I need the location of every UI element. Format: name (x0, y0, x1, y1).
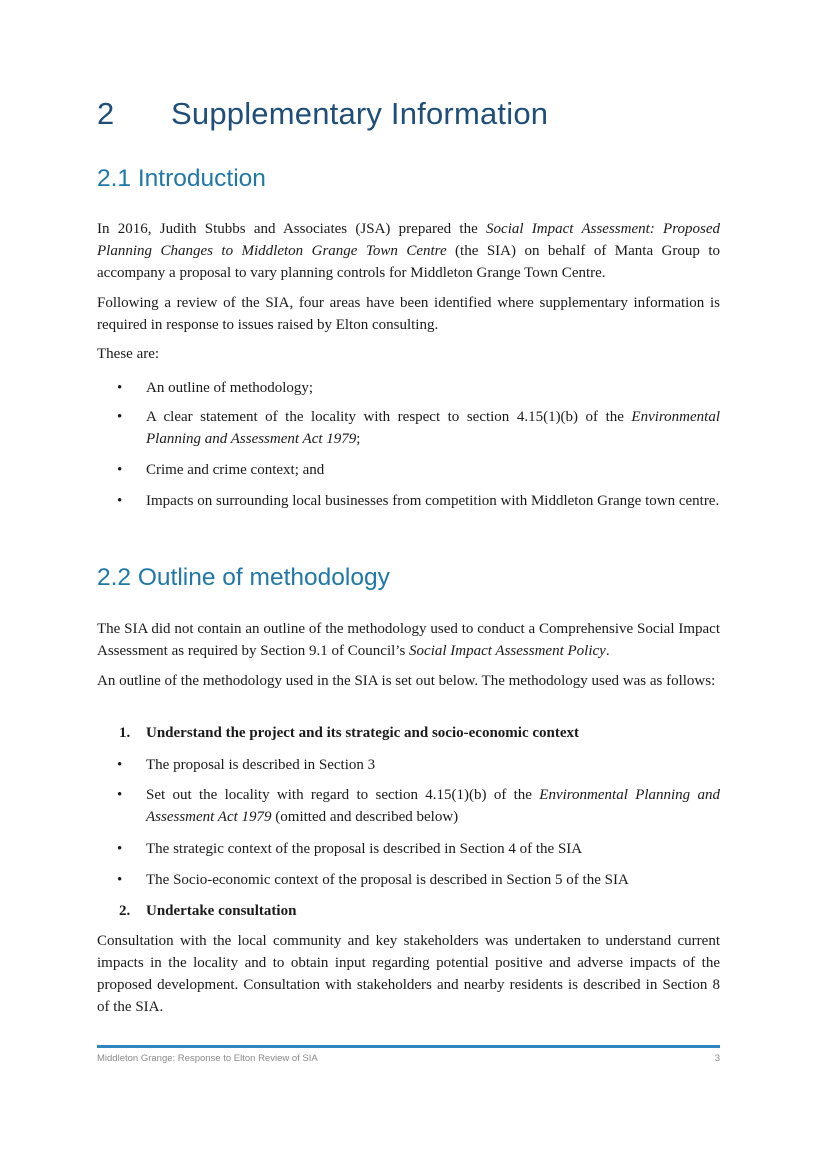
list-item-text: Crime and crime context; and (146, 462, 325, 478)
text-run: Set out the locality with regard to section 4.15(1)(b) of the (146, 787, 540, 803)
list-item-text: The proposal is described in Section 3 (146, 757, 376, 773)
intro-paragraph-1 (97, 218, 720, 284)
text-run: (the SIA) on behalf of Manta Group to accompany a proposal to vary planning controls for Middleton Grange Town Centre. (97, 243, 720, 281)
bullet-marker: • (117, 462, 123, 478)
methodology-paragraph-1 (97, 618, 720, 662)
text-run: The SIA did not contain an outline of the methodology used to conduct a Comprehensive Social Impact Assessment as required by Section 9.1 of Council’s (97, 621, 720, 659)
footer-rule (97, 1045, 720, 1048)
italic-title: Social Impact Assessment: Proposed Planning Changes to Middleton Grange Town Centre (97, 221, 720, 259)
footer-title: Middleton Grange: Response to Elton Review of SIA (97, 1053, 318, 1064)
bullet-marker: • (117, 787, 123, 803)
list-item-text (146, 406, 720, 450)
list-item-text: The strategic context of the proposal is described in Section 4 of the SIA (146, 841, 583, 857)
bullet-marker: • (117, 841, 123, 857)
list-item-text (146, 784, 720, 828)
intro-paragraph-3: These are: (97, 346, 160, 362)
list-item-text: Impacts on surrounding local businesses from competition with Middleton Grange town centre. (146, 493, 720, 509)
bullet-marker: • (117, 757, 123, 773)
bullet-marker: • (117, 872, 123, 888)
section-heading (97, 96, 548, 132)
subsection-heading-introduction: 2.1 Introduction (97, 165, 266, 192)
italic-title: Environmental Planning and Assessment Act 1979 (146, 787, 721, 825)
list-item-text: The Socio-economic context of the proposal is described in Section 5 of the SIA (146, 872, 629, 888)
text-run: (omitted and described below) (271, 809, 459, 825)
step-title: Undertake consultation (146, 903, 297, 919)
section-title: Supplementary Information (171, 96, 549, 131)
step-number: 2. (119, 903, 131, 919)
italic-title: Social Impact Assessment Policy (409, 643, 606, 659)
section-number: 2 (97, 96, 115, 131)
subsection-heading-methodology: 2.2 Outline of methodology (97, 564, 390, 591)
intro-paragraph-2: Following a review of the SIA, four areas have been identified where supplementary information is required in response to issues raised by Elton consulting. (97, 295, 720, 333)
text-run: A clear statement of the locality with respect to section 4.15(1)(b) of the (146, 409, 632, 425)
text-run: ; (356, 431, 361, 447)
methodology-paragraph-2: An outline of the methodology used in the SIA is set out below. The methodology used was as follows: (97, 673, 716, 689)
text-run: In 2016, Judith Stubbs and Associates (JSA) prepared the (97, 221, 487, 237)
bullet-marker: • (117, 493, 123, 509)
page-number: 3 (714, 1053, 720, 1064)
bullet-marker: • (117, 409, 123, 425)
step-title: Understand the project and its strategic and socio-economic context (146, 725, 580, 741)
italic-title: Environmental Planning and Assessment Act 1979 (146, 409, 720, 447)
step-number: 1. (119, 725, 131, 741)
list-item-text: An outline of methodology; (146, 380, 314, 396)
methodology-paragraph-3: Consultation with the local community and key stakeholders was undertaken to understand current impacts in the locality and to obtain input regarding potential positive and adverse impacts of the proposed development. Consultation with stakeholders and nearby residents is described in Section 8 of the SIA. (97, 933, 720, 1015)
bullet-marker: • (117, 380, 123, 396)
text-run: . (605, 643, 610, 659)
